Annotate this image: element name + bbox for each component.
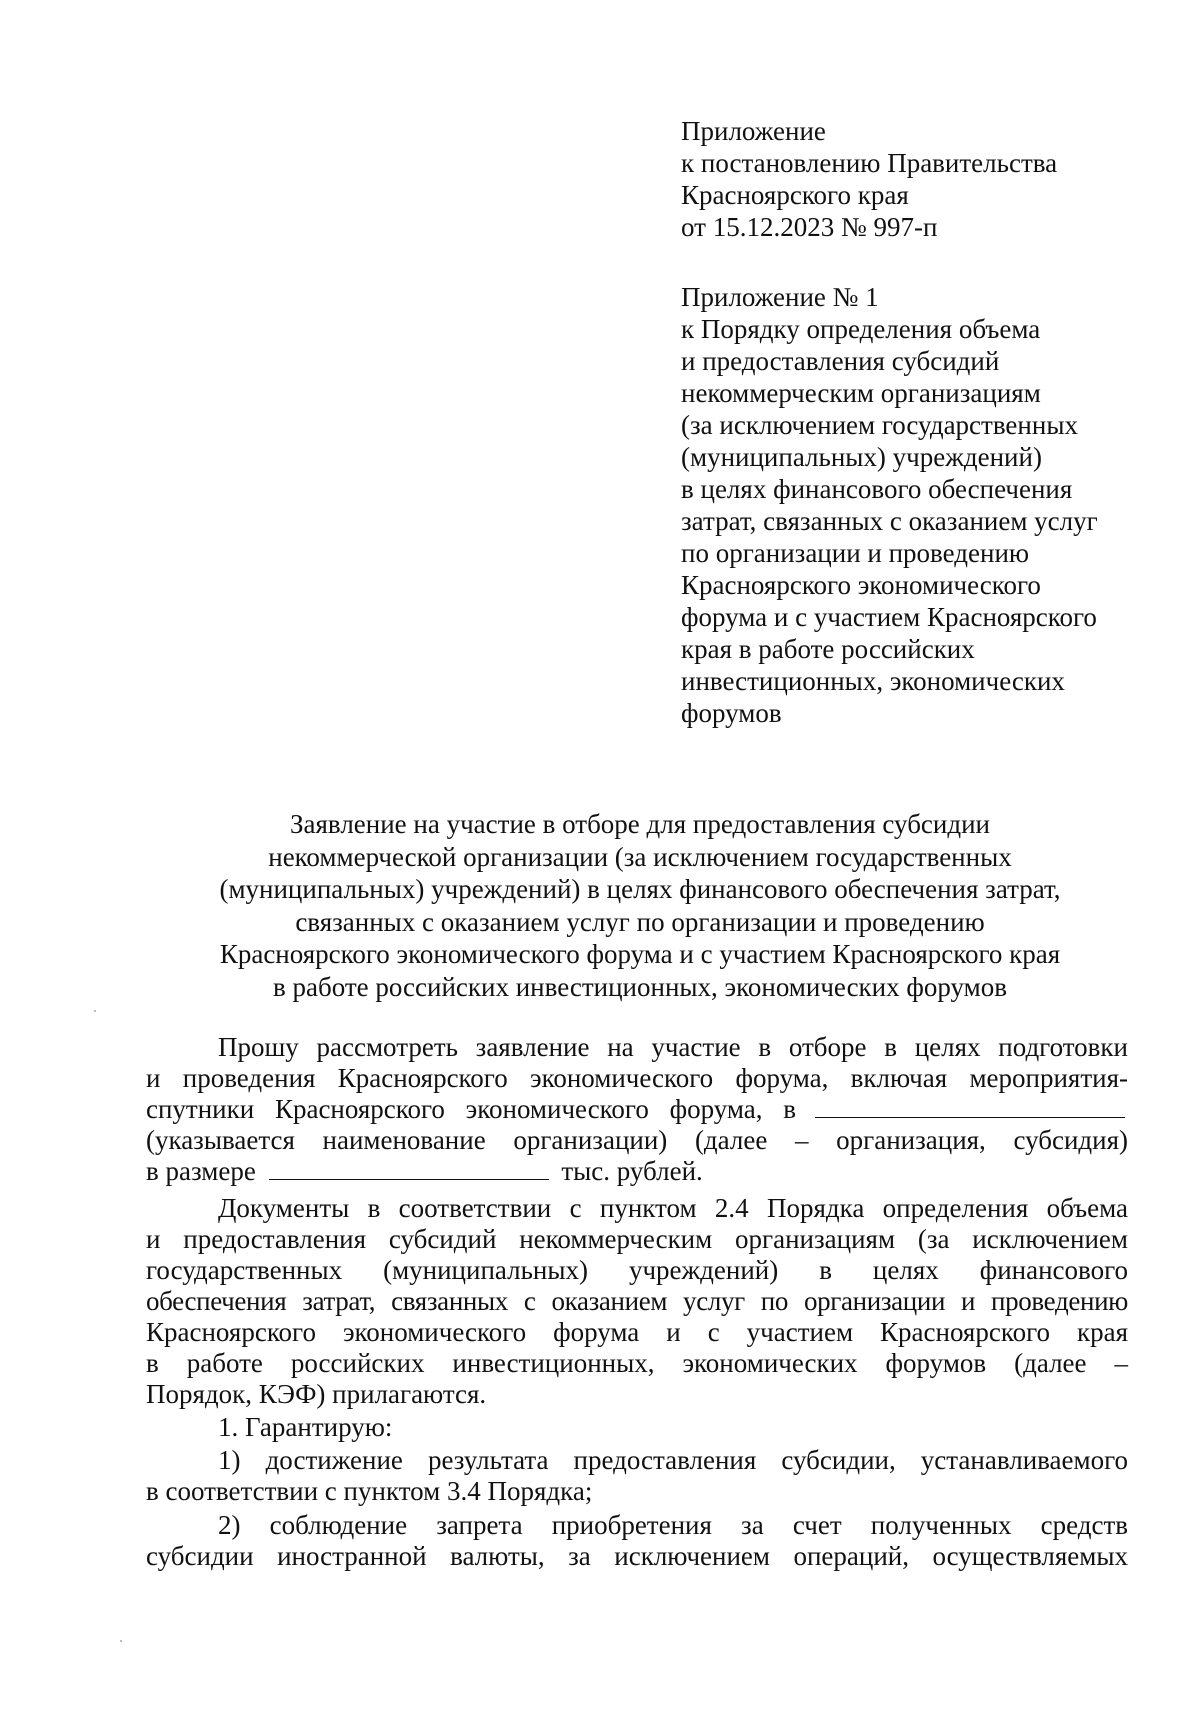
appendix-line: Приложение	[681, 116, 826, 146]
body-line: Красноярского экономического форума и с участием Красноярского края	[146, 1317, 1128, 1347]
body-line: в работе российских инвестиционных, экономических форумов (далее –	[146, 1348, 1128, 1378]
title-line: Заявление на участие в отборе для предоставления субсидии	[290, 809, 990, 839]
appendix-line: некоммерческим организациям	[681, 378, 1041, 408]
body-paragraph-item-2	[146, 1510, 1128, 1572]
body-line-with-org-blank	[146, 1094, 1128, 1125]
body-line: 1. Гарантирую:	[218, 1412, 393, 1442]
appendix-line: к постановлению Правительства	[681, 148, 1058, 178]
body-line-text: в размере	[146, 1156, 256, 1186]
appendix-line: и предоставления субсидий	[681, 346, 1000, 376]
body-paragraph-request	[146, 1032, 1128, 1187]
organization-name-blank	[815, 1095, 1125, 1118]
body-line-text: спутники Красноярского экономического форума, в	[146, 1094, 796, 1124]
appendix-line: Приложение № 1	[681, 282, 879, 312]
body-line: Порядок, КЭФ) прилагаются.	[146, 1379, 487, 1409]
body-line-text: тыс. рублей.	[561, 1156, 703, 1186]
appendix-line: в целях финансового обеспечения	[681, 474, 1073, 504]
title-line: (муниципальных) учреждений) в целях финансового обеспечения затрат,	[219, 874, 1061, 904]
appendix-line: затрат, связанных с оказанием услуг	[681, 506, 1098, 536]
appendix-line: края в работе российских	[681, 634, 975, 664]
body-line: обеспечения затрат, связанных с оказанием услуг по организации и проведению	[146, 1286, 1128, 1316]
appendix-line: (за исключением государственных	[681, 410, 1078, 440]
body-line: Документы в соответствии с пунктом 2.4 Порядка определения объема	[218, 1193, 1128, 1223]
document-title	[140, 808, 1140, 1003]
appendix-line: к Порядку определения объема	[681, 314, 1041, 344]
appendix-line: по организации и проведению	[681, 538, 1030, 568]
body-line: 1) достижение результата предоставления субсидии, устанавливаемого	[218, 1445, 1128, 1475]
body-line: в соответствии с пунктом 3.4 Порядка;	[146, 1476, 593, 1506]
appendix-line: Красноярского края	[681, 180, 909, 210]
scan-speck	[120, 1640, 122, 1642]
scan-speck	[94, 1010, 96, 1012]
body-line-with-amount-blank	[146, 1156, 1128, 1187]
body-line: 2) соблюдение запрета приобретения за счет полученных средств	[218, 1510, 1128, 1540]
appendix-header-procedure	[681, 281, 1181, 729]
title-line: некоммерческой организации (за исключением государственных	[268, 841, 1012, 872]
appendix-line: Красноярского экономического	[681, 570, 1041, 600]
appendix-line: форума и с участием Красноярского	[681, 602, 1097, 632]
title-line: Красноярского экономического форума и с участием Красноярского края	[219, 939, 1061, 969]
appendix-line: форумов	[681, 698, 782, 728]
body-line: и предоставления субсидий некоммерческим организациям (за исключением	[146, 1224, 1128, 1254]
body-line: (указывается наименование организации) (далее – организация, субсидия)	[146, 1125, 1128, 1155]
appendix-header-government-resolution	[681, 115, 1181, 243]
amount-blank	[269, 1157, 549, 1180]
appendix-line: (муниципальных) учреждений)	[681, 442, 1042, 472]
body-line: субсидии иностранной валюты, за исключением операций, осуществляемых	[146, 1541, 1128, 1571]
body-line: Прошу рассмотреть заявление на участие в отборе в целях подготовки	[218, 1032, 1128, 1062]
title-line: связанных с оказанием услуг по организации и проведению	[295, 906, 985, 937]
appendix-line: от 15.12.2023 № 997-п	[681, 212, 938, 242]
body-line: государственных (муниципальных) учреждений) в целях финансового	[146, 1255, 1128, 1285]
body-paragraph-documents	[146, 1193, 1128, 1410]
body-line: и проведения Красноярского экономического форума, включая мероприятия-	[146, 1063, 1128, 1093]
title-line: в работе российских инвестиционных, экономических форумов	[272, 971, 1007, 1002]
appendix-line: инвестиционных, экономических	[681, 666, 1065, 696]
body-paragraph-guarantee	[146, 1412, 1128, 1443]
body-paragraph-item-1	[146, 1445, 1128, 1507]
